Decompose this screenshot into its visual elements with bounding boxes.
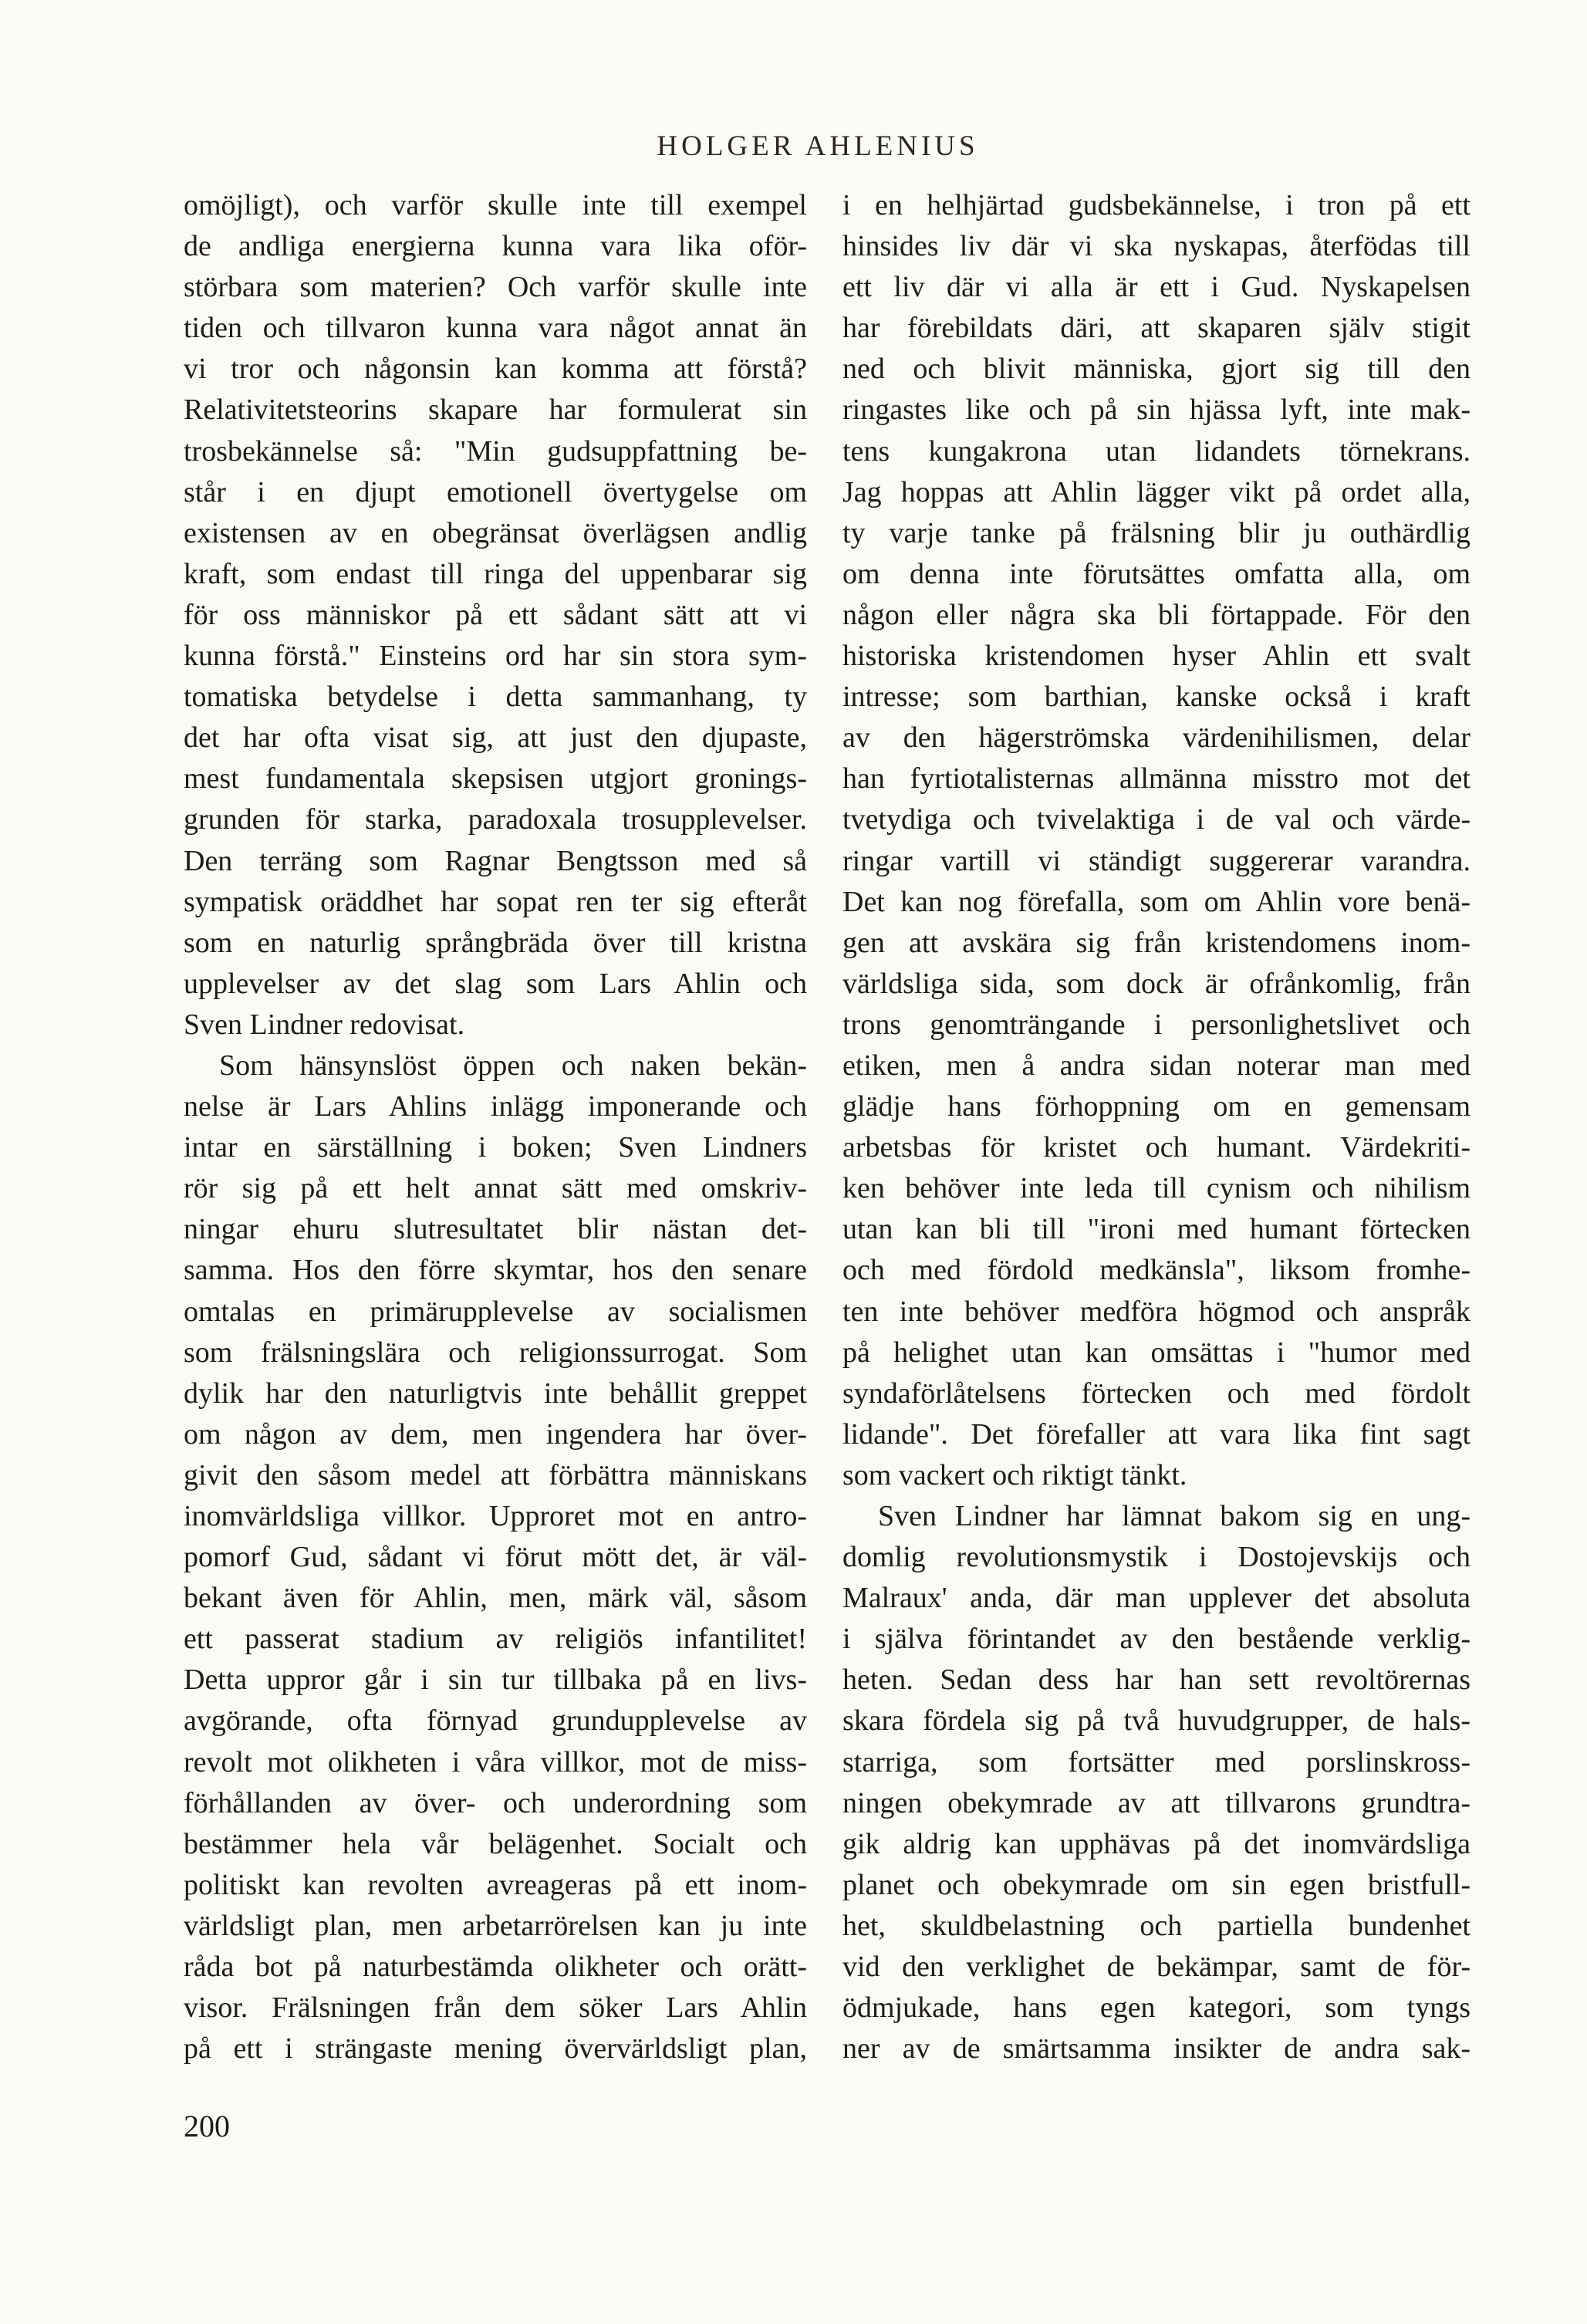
text-line: ten inte behöver medföra högmod och anspråk [842,1295,1471,1328]
text-line: tvetydiga och tvivelaktiga i de val och värde- [842,803,1471,836]
text-line: politiskt kan revolten avreageras på ett inom- [184,1868,807,1901]
text-line: förhållanden av över- och underordning som [184,1786,807,1819]
text-line: samma. Hos den förre skymtar, hos den senare [184,1254,807,1287]
text-line: vid den verklighet de bekämpar, samt de för- [842,1951,1471,1984]
text-line: kunna förstå." Einsteins ord har sin stora sym- [184,640,807,673]
text-line: avgörande, ofta förnyad grundupplevelse av [184,1704,807,1738]
text-line: ken behöver inte leda till cynism och nihilism [842,1172,1471,1205]
text-line: som vackert och riktigt tänkt. [842,1458,1187,1491]
text-line: tens kungakrona utan lidandets törnekrans. [842,434,1471,468]
text-line: pomorf Gud, sådant vi förut mött det, är väl- [184,1541,807,1574]
text-line: råda bot på naturbestämda olikheter och orätt- [184,1951,807,1984]
text-line: de andliga energierna kunna vara lika oför- [184,230,807,263]
text-line: skara fördela sig på två huvudgrupper, de hals- [842,1704,1471,1738]
text-line: om denna inte förutsättes omfatta alla, om [842,557,1471,590]
text-line: inomvärldsliga villkor. Upproret mot en antro- [184,1500,807,1532]
text-line: het, skuldbelastning och partiella bundenhet [842,1909,1471,1942]
text-line: kraft, som endast till ringa del uppenbarar sig [184,557,807,590]
text-line: tomatiska betydelse i detta sammanhang, ty [184,681,807,714]
text-line: omöjligt), och varför skulle inte till exempel [184,189,807,221]
text-line: etiken, men å andra sidan noterar man med [842,1049,1471,1082]
text-line: ringar vartill vi ständigt suggererar varandra. [842,844,1471,877]
text-line: världsliga sida, som dock är ofrånkomlig, från [842,967,1471,1000]
text-line: han fyrtiotalisternas allmänna misstro mot det [842,762,1471,795]
text-line: har förebildats däri, att skaparen själv stigit [842,312,1471,345]
text-line: existensen av en obegränsat överlägsen andlig [184,516,807,549]
text-line: Malraux' anda, där man upplever det absoluta [842,1582,1471,1615]
text-line: upplevelser av det slag som Lars Ahlin och [184,967,807,1000]
text-line: störbara som materien? Och varför skulle inte [184,271,807,304]
paragraph-start-line: Som hänsynslöst öppen och naken bekän- [219,1049,807,1082]
left-column [184,185,807,2069]
text-line: rör sig på ett helt annat sätt med omskriv- [184,1172,807,1205]
text-line: bestämmer hela vår belägenhet. Socialt och [184,1827,807,1860]
text-line: ned och blivit människa, gjort sig till den [842,353,1471,386]
text-line: Den terräng som Ragnar Bengtsson med så [184,844,807,877]
text-line: ödmjukade, hans egen kategori, som tyngs [842,1991,1471,2025]
text-line: Jag hoppas att Ahlin lägger vikt på ordet alla, [842,475,1471,508]
text-line: sympatisk oräddhet har sopat ren ter sig efteråt [184,885,807,918]
text-line: och med fördold medkänsla", liksom fromhe- [842,1254,1471,1287]
text-line: i själva förintandet av den bestående verklig- [842,1623,1471,1656]
text-line: ringastes like och på sin hjässa lyft, inte mak- [842,394,1471,427]
text-line: Detta uppror går i sin tur tillbaka på en livs- [184,1664,807,1697]
text-line: bekant även för Ahlin, men, märk väl, såsom [184,1582,807,1615]
text-line: av den hägerströmska värdenihilismen, delar [842,721,1471,755]
text-line: ningen obekymrade av att tillvarons grundtra- [842,1786,1471,1819]
text-line: dylik har den naturligtvis inte behållit greppet [184,1376,807,1410]
right-column [842,185,1471,2069]
running-head: HOLGER AHLENIUS [657,130,979,162]
text-line: gen att avskära sig från kristendomens inom- [842,926,1471,959]
text-line: i en helhjärtad gudsbekännelse, i tron på ett [842,189,1471,221]
text-line: nelse är Lars Ahlins inlägg imponerande och [184,1090,807,1123]
text-line: domlig revolutionsmystik i Dostojevskijs och [842,1541,1471,1574]
text-line: intresse; som barthian, kanske också i kraft [842,681,1471,714]
text-line: någon eller några ska bli förtappade. För den [842,598,1471,631]
text-line: står i en djupt emotionell övertygelse om [184,475,807,508]
text-line: tiden och tillvaron kunna vara något annat än [184,312,807,345]
text-line: givit den såsom medel att förbättra människans [184,1458,807,1491]
text-line: ett liv där vi alla är ett i Gud. Nyskapelsen [842,271,1471,304]
text-line: glädje hans förhoppning om en gemensam [842,1090,1471,1123]
text-line: visor. Frälsningen från dem söker Lars Ahlin [184,1991,807,2025]
text-line: Sven Lindner redovisat. [184,1008,465,1041]
text-line: för oss människor på ett sådant sätt att vi [184,598,807,631]
paragraph-start-line: Sven Lindner har lämnat bakom sig en ung- [878,1500,1471,1532]
text-line: på helighet utan kan omsättas i "humor med [842,1336,1471,1369]
text-line: ett passerat stadium av religiös infantilitet! [184,1623,807,1656]
text-line: ty varje tanke på frälsning blir ju outhärdlig [842,516,1471,549]
text-line: Relativitetsteorins skapare har formulerat sin [184,394,807,427]
text-line: heten. Sedan dess har han sett revoltörernas [842,1664,1471,1697]
text-line: lidande". Det förefaller att vara lika fint sagt [842,1417,1471,1451]
text-line: starriga, som fortsätter med porslinskross- [842,1745,1471,1778]
text-line: trons genomträngande i personlighetslivet och [842,1008,1471,1041]
text-line: syndaförlåtelsens förtecken och med fördolt [842,1376,1471,1410]
text-line: Det kan nog förefalla, som om Ahlin vore benä- [842,885,1471,918]
text-line: planet och obekymrade om sin egen bristfull- [842,1868,1471,1901]
text-line: arbetsbas för kristet och humant. Värdekriti- [842,1131,1471,1164]
text-line: om någon av dem, men ingendera har över- [184,1417,807,1451]
text-line: gik aldrig kan upphävas på det inomvärdsliga [842,1827,1471,1860]
text-line: ner av de smärtsamma insikter de andra sak- [842,2032,1471,2066]
text-line: mest fundamentala skepsisen utgjort gronings- [184,762,807,795]
text-line: historiska kristendomen hyser Ahlin ett svalt [842,640,1471,673]
text-line: som frälsningslära och religionssurrogat. Som [184,1336,807,1369]
text-line: intar en särställning i boken; Sven Lindners [184,1131,807,1164]
text-line: revolt mot olikheten i våra villkor, mot de miss- [184,1745,807,1778]
text-line: vi tror och någonsin kan komma att förstå? [184,353,807,386]
text-line: trosbekännelse så: "Min gudsuppfattning be- [184,434,807,468]
text-line: hinsides liv där vi ska nyskapas, återfödas till [842,230,1471,263]
page-number: 200 [184,2109,230,2143]
text-line: omtalas en primärupplevelse av socialismen [184,1295,807,1328]
text-line: som en naturlig språngbräda över till kristna [184,926,807,959]
text-line: ningar ehuru slutresultatet blir nästan det- [184,1213,807,1246]
text-line: utan kan bli till "ironi med humant förtecken [842,1213,1471,1246]
text-line: det har ofta visat sig, att just den djupaste, [184,721,807,755]
text-line: världsligt plan, men arbetarrörelsen kan ju inte [184,1909,807,1942]
text-line: på ett i strängaste mening övervärldsligt plan, [184,2032,807,2066]
text-line: grunden för starka, paradoxala trosupplevelser. [184,803,807,836]
